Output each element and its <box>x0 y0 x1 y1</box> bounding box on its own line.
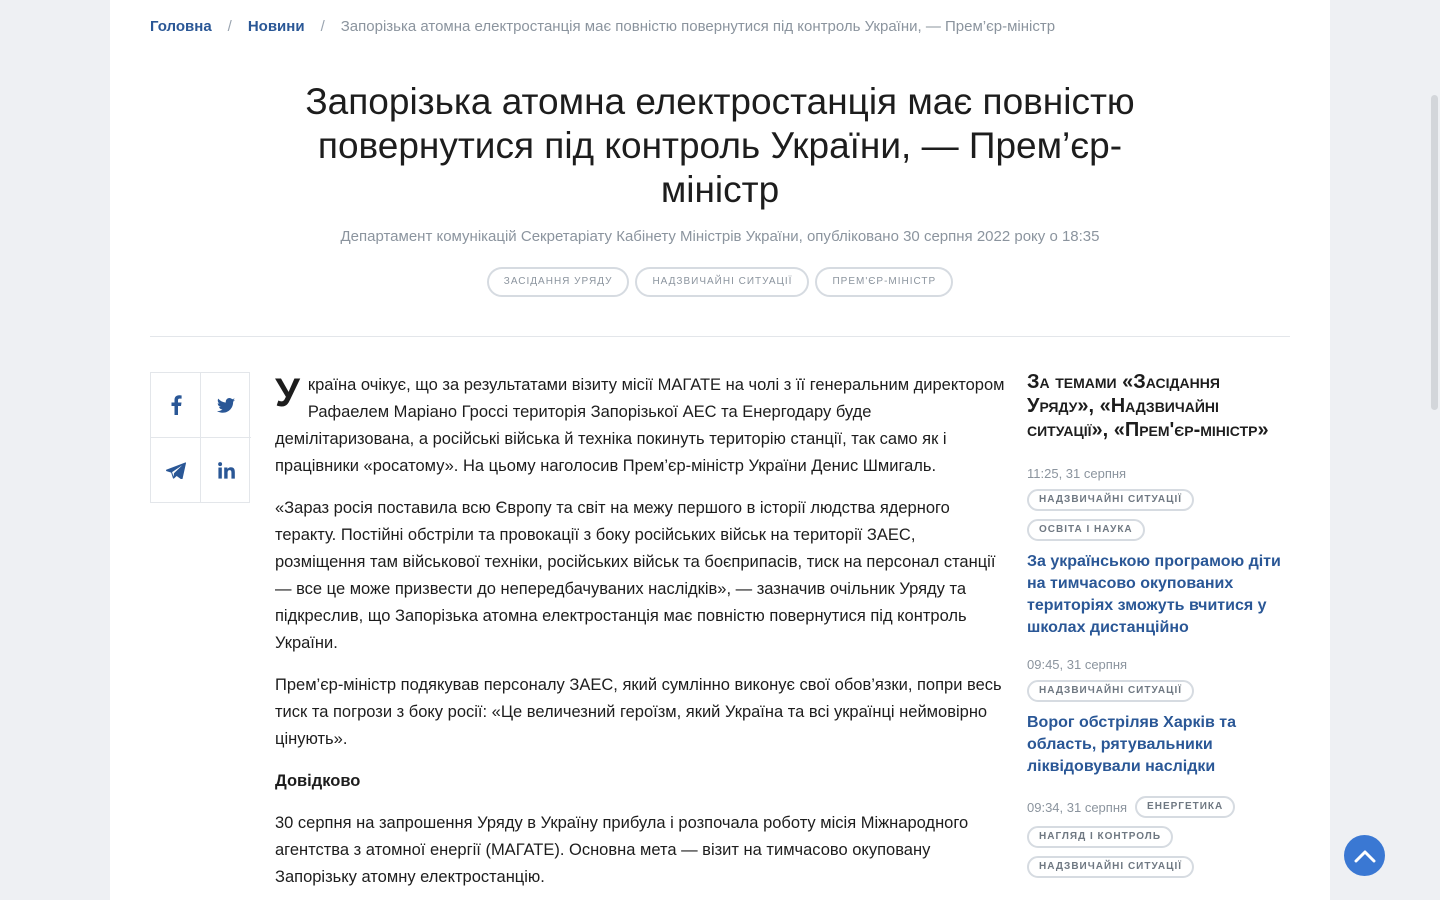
news-tag[interactable]: НАДЗВИЧАЙНІ СИТУАЦІЇ <box>1027 489 1194 511</box>
breadcrumb-current: Запорізька атомна електростанція має повністю повернутися під контроль України, — Прем’єр-міністр <box>340 18 1056 35</box>
facebook-icon <box>170 395 182 415</box>
news-item <box>1027 657 1287 778</box>
news-tag[interactable]: НАДЗВИЧАЙНІ СИТУАЦІЇ <box>1027 680 1194 702</box>
page-title: Запорізька атомна електростанція має повністю повернутися під контроль України, — Прем’єр-міністр <box>305 81 1135 210</box>
chevron-up-icon <box>1354 849 1376 863</box>
share-twitter-button[interactable] <box>201 373 251 438</box>
article-paragraph <box>275 372 1005 480</box>
share-telegram-button[interactable] <box>151 438 201 503</box>
breadcrumb-separator: / <box>227 18 232 35</box>
page <box>110 0 1330 900</box>
article-meta: Департамент комунікацій Секретаріату Кабінету Міністрів України, опубліковано 30 серпня 2022 року о 18:35 <box>340 228 1100 245</box>
article-paragraph: 30 серпня на запрошення Уряду в Україну прибула і розпочала роботу місія Міжнародного агентства з атомної енергії (МАГАТЕ). Основна мета — візит на тимчасово окуповану Запорізьку атомну електростанцію. <box>275 814 969 886</box>
breadcrumb-home-link[interactable]: Головна <box>150 18 212 35</box>
tag-government-meetings[interactable]: ЗАСІДАННЯ УРЯДУ <box>487 267 630 297</box>
news-item <box>1027 796 1287 878</box>
share-panel <box>150 372 250 503</box>
news-tag[interactable]: ОСВІТА І НАУКА <box>1027 519 1145 541</box>
news-date: 09:34, 31 серпня <box>1027 799 1128 815</box>
news-date: 09:45, 31 серпня <box>1027 657 1128 672</box>
news-item-header <box>1027 796 1287 878</box>
related-news-sidebar <box>1027 370 1287 896</box>
article-paragraph: «Зараз росія поставила всю Європу та світ на межу першого в історії людства ядерного теракту. Постійні обстріли та провокації з боку російських військ на території ЗАЕС, розміщення там військової техніки, російських військ та боєприпасів, тиск на персонал станції — все це може призвести до непередбачуваних наслідків», — зазначив очільник Уряду та підкреслив, що Запорізька атомна електростанція має повністю повернутися під контроль України. <box>275 499 996 652</box>
breadcrumb <box>150 18 1055 35</box>
share-linkedin-button[interactable] <box>201 438 251 503</box>
tag-prime-minister[interactable]: ПРЕМ'ЄР-МІНІСТР <box>815 267 953 297</box>
news-tag[interactable]: НАДЗВИЧАЙНІ СИТУАЦІЇ <box>1027 856 1194 878</box>
article-tags <box>110 267 1330 297</box>
news-tag[interactable]: НАГЛЯД І КОНТРОЛЬ <box>1027 826 1173 848</box>
news-title-link[interactable]: За українською програмою діти на тимчасово окупованих територіях зможуть вчитися у школах дистанційно <box>1027 553 1281 636</box>
news-item <box>1027 466 1287 639</box>
article-subheading: Довідково <box>275 772 361 790</box>
article-body <box>275 372 1005 900</box>
share-facebook-button[interactable] <box>151 373 201 438</box>
news-date: 11:25, 31 серпня <box>1027 466 1127 481</box>
linkedin-icon <box>218 462 235 479</box>
sidebar-title: За темами «Засідання Уряду», «Надзвичайні ситуації», «Прем'єр-міністр» <box>1027 371 1269 441</box>
article-paragraph-text: країна очікує, що за результатами візиту місії МАГАТЕ на чолі з її генеральним директором Рафаелем Маріано Гроссі територія Запорізької АЕС та Енергодару буде демілітаризована, а російські війська й техніка покинуть територію станції, так само як і працівники «росатому». На цьому наголосив Прем’єр-міністр України Денис Шмигаль. <box>275 376 1005 475</box>
drop-cap: У <box>275 371 300 415</box>
news-title-link[interactable]: Ворог обстріляв Харків та область, рятувальники ліквідовували наслідки <box>1027 714 1236 775</box>
breadcrumb-news-link[interactable]: Новини <box>247 18 305 35</box>
twitter-icon <box>217 398 235 413</box>
news-tag[interactable]: ЕНЕРГЕТИКА <box>1135 796 1235 818</box>
scrollbar-thumb[interactable] <box>1431 95 1438 410</box>
news-item-header <box>1027 466 1287 541</box>
telegram-icon <box>166 462 186 479</box>
breadcrumb-separator: / <box>320 18 325 35</box>
news-item-header <box>1027 657 1287 702</box>
article-paragraph: Прем’єр-міністр подякував персоналу ЗАЕС, який сумлінно виконує свої обов’язки, попри весь тиск та погрози з боку росії: «Це величезний героїзм, який Україна та всі українці неймовірно цінують». <box>275 676 1002 748</box>
scroll-to-top-button[interactable] <box>1344 835 1385 876</box>
divider <box>150 336 1290 337</box>
tag-emergencies[interactable]: НАДЗВИЧАЙНІ СИТУАЦІЇ <box>635 267 809 297</box>
